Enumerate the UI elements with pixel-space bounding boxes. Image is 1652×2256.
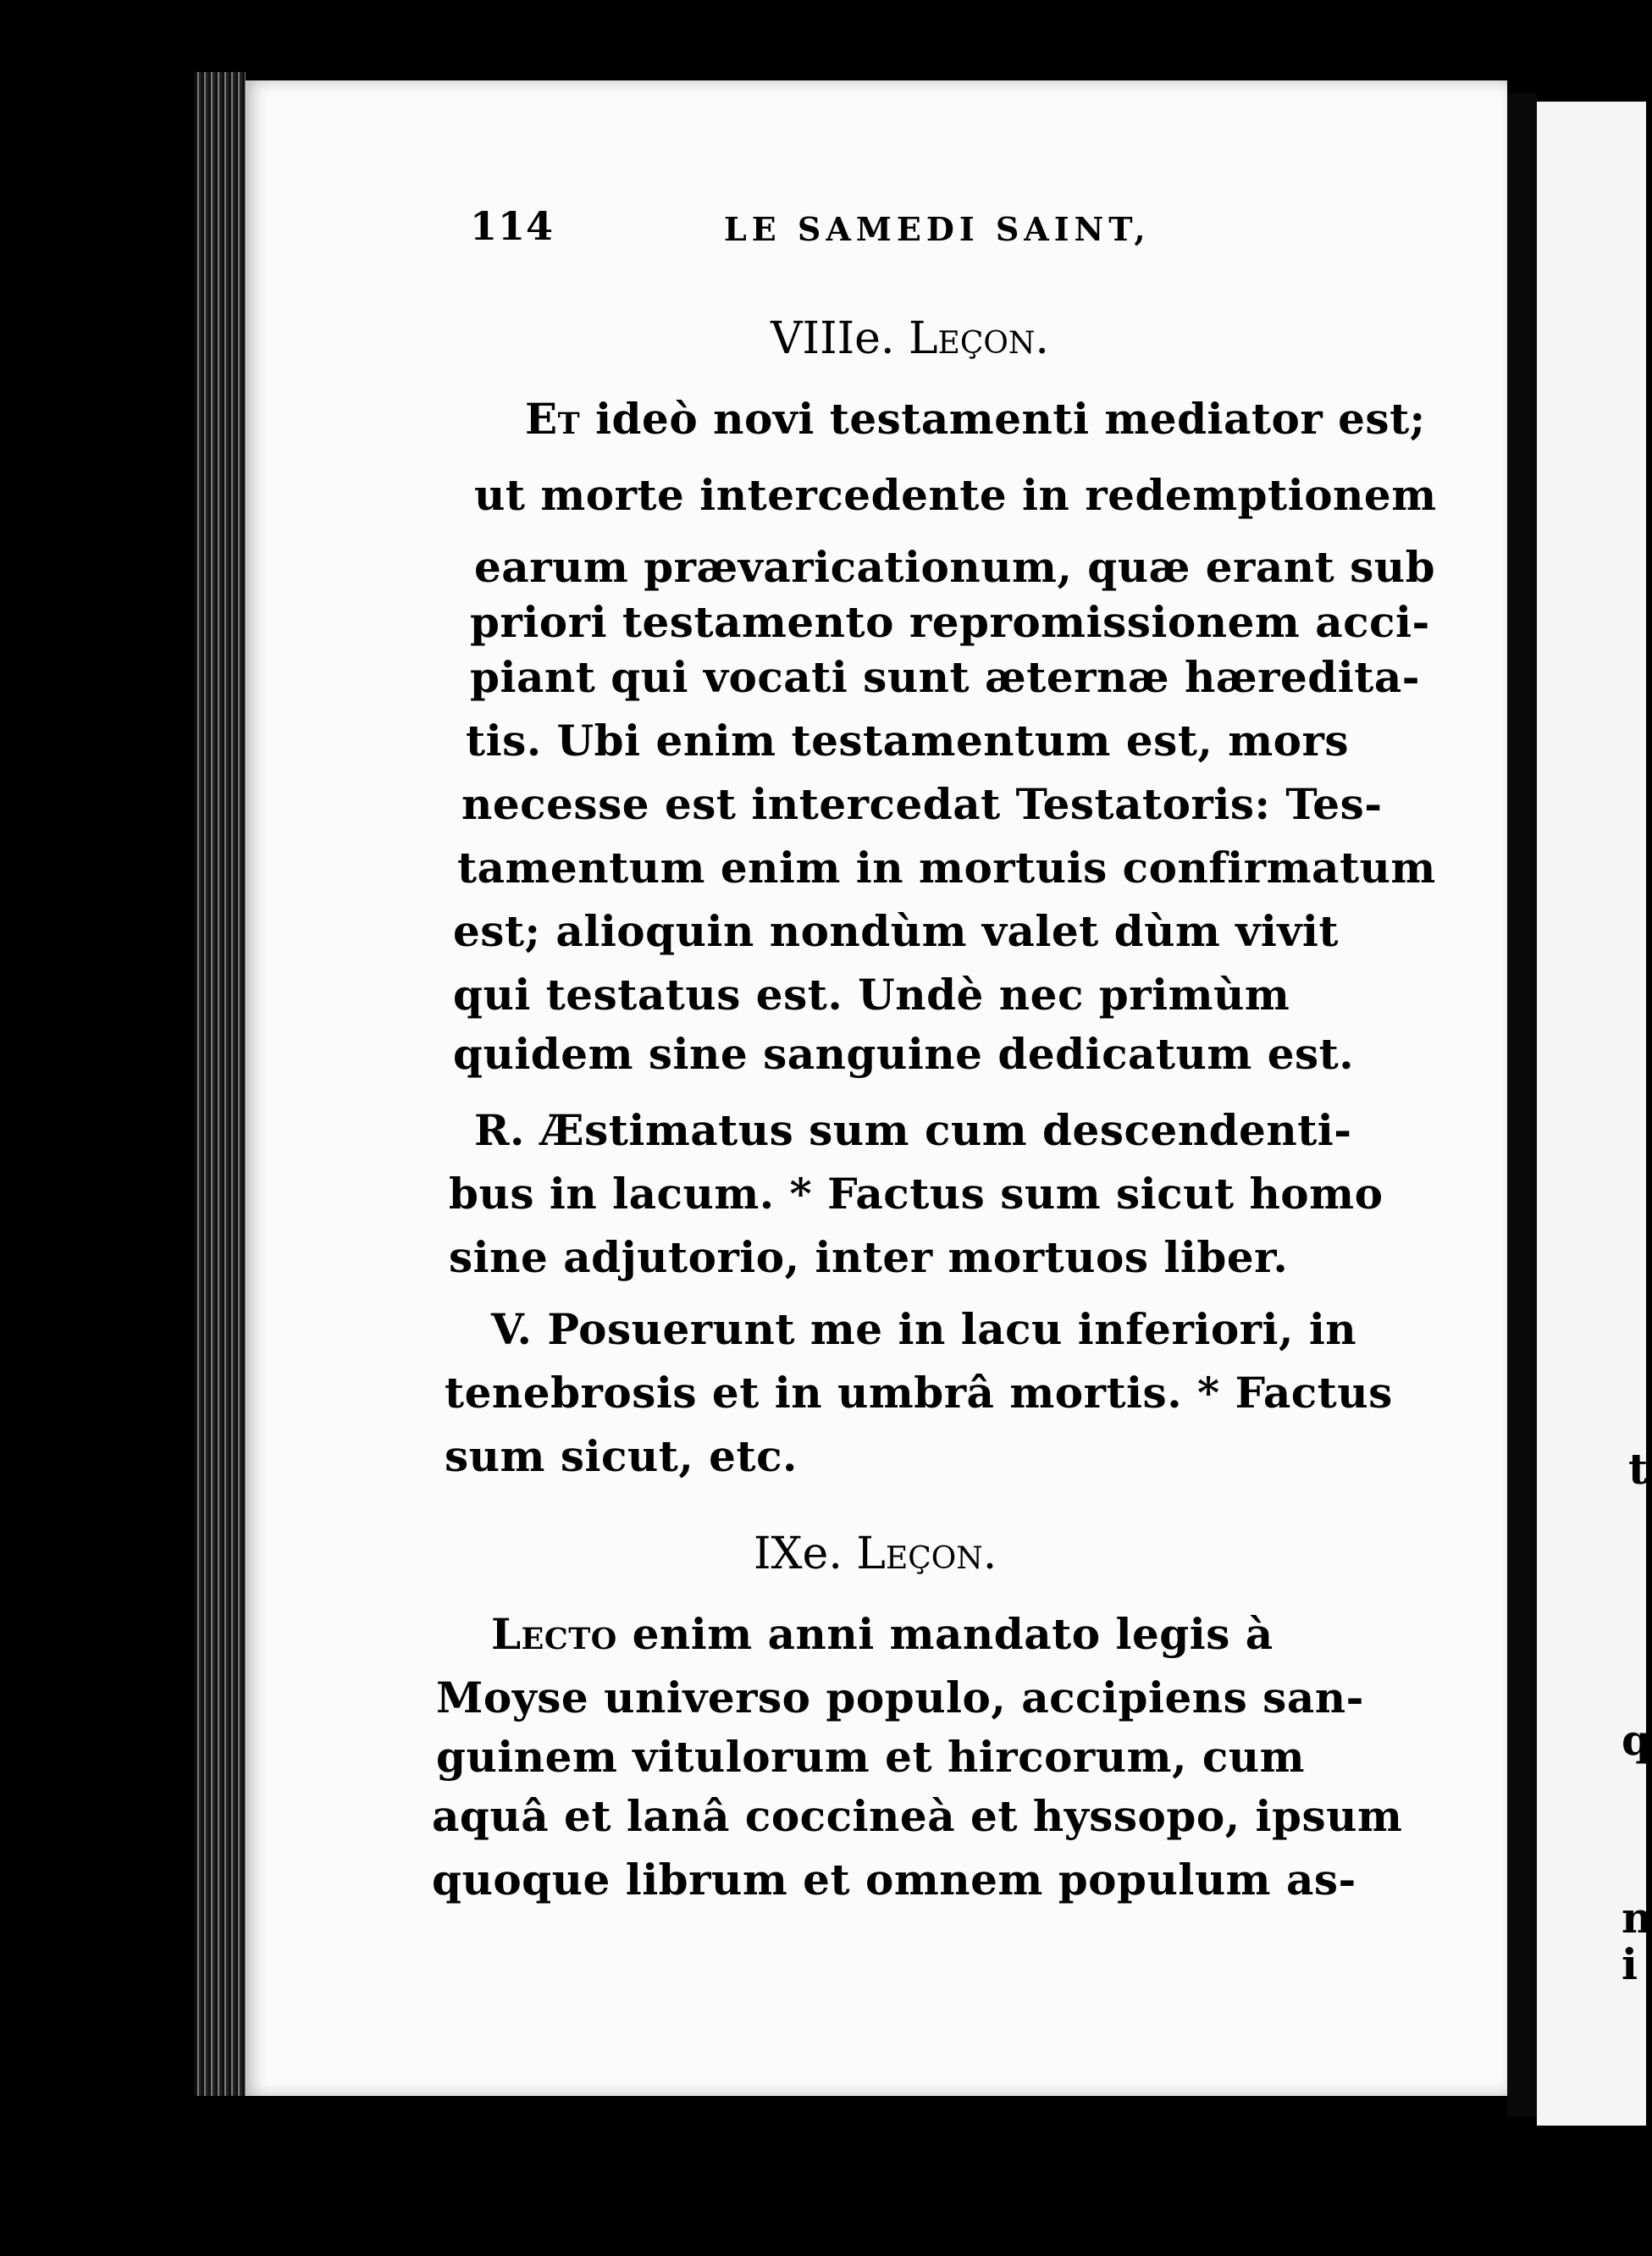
line-text: enim anni mandato legis à xyxy=(616,1609,1274,1659)
drop-lead: Lecto xyxy=(491,1609,617,1659)
versicle-line: V. Posuerunt me in lacu inferiori, in xyxy=(491,1304,1357,1354)
page-number: 114 xyxy=(470,203,555,249)
lesson-heading xyxy=(771,313,1049,364)
lesson-number: VIIIe. xyxy=(771,313,909,364)
lesson-word: Leçon. xyxy=(856,1529,997,1579)
text-line: guinem vitulorum et hircorum, cum xyxy=(436,1732,1306,1782)
line-text: ideò novi testamenti mediator est; xyxy=(580,394,1426,444)
facing-fragment: n xyxy=(1622,1893,1652,1943)
facing-fragment: i xyxy=(1622,1939,1638,1989)
text-line: quoque librum et omnem populum as- xyxy=(432,1855,1356,1905)
text-line: qui testatus est. Undè nec primùm xyxy=(453,970,1290,1020)
text-line xyxy=(525,394,1426,444)
responsory-line: sine adjutorio, inter mortuos liber. xyxy=(449,1232,1289,1282)
facing-fragment: t xyxy=(1628,1444,1649,1494)
right-page-edge xyxy=(1537,102,1652,2126)
facing-fragment: q xyxy=(1622,1715,1651,1765)
responsory-line: R. Æstimatus sum cum descendenti- xyxy=(474,1105,1352,1155)
lesson-heading xyxy=(754,1529,997,1579)
text-line: tamentum enim in mortuis confirmatum xyxy=(457,843,1436,893)
text-line: necesse est intercedat Testatoris: Tes- xyxy=(461,779,1383,829)
text-line: priori testamento repromissionem acci- xyxy=(470,597,1430,647)
text-line: tis. Ubi enim testamentum est, mors xyxy=(466,716,1349,766)
page-gutter xyxy=(1507,93,1537,2117)
book-spine-edge xyxy=(195,72,246,2096)
versicle-line: tenebrosis et in umbrâ mortis. * Factus xyxy=(445,1368,1393,1418)
lesson-word: Leçon. xyxy=(909,313,1049,364)
text-line: aquâ et lanâ coccineà et hyssopo, ipsum xyxy=(432,1791,1403,1841)
responsory-line: bus in lacum. * Factus sum sicut homo xyxy=(449,1169,1384,1219)
versicle-line: sum sicut, etc. xyxy=(445,1431,798,1481)
text-line: quidem sine sanguine dedicatum est. xyxy=(453,1029,1355,1079)
text-line: earum prævaricationum, quæ erant sub xyxy=(474,542,1436,592)
lesson-number: IXe. xyxy=(754,1529,857,1579)
text-line: Moyse universo populo, accipiens san- xyxy=(436,1673,1364,1722)
drop-lead: Et xyxy=(525,394,581,444)
running-title: LE SAMEDI SAINT, xyxy=(724,210,1151,248)
text-line xyxy=(491,1609,1274,1659)
running-head xyxy=(470,203,1164,263)
text-line: ut morte intercedente in redemptionem xyxy=(474,470,1437,520)
text-line: est; alioquin nondùm valet dùm vivit xyxy=(453,906,1339,956)
text-line: piant qui vocati sunt æternæ hæredita- xyxy=(470,652,1421,702)
